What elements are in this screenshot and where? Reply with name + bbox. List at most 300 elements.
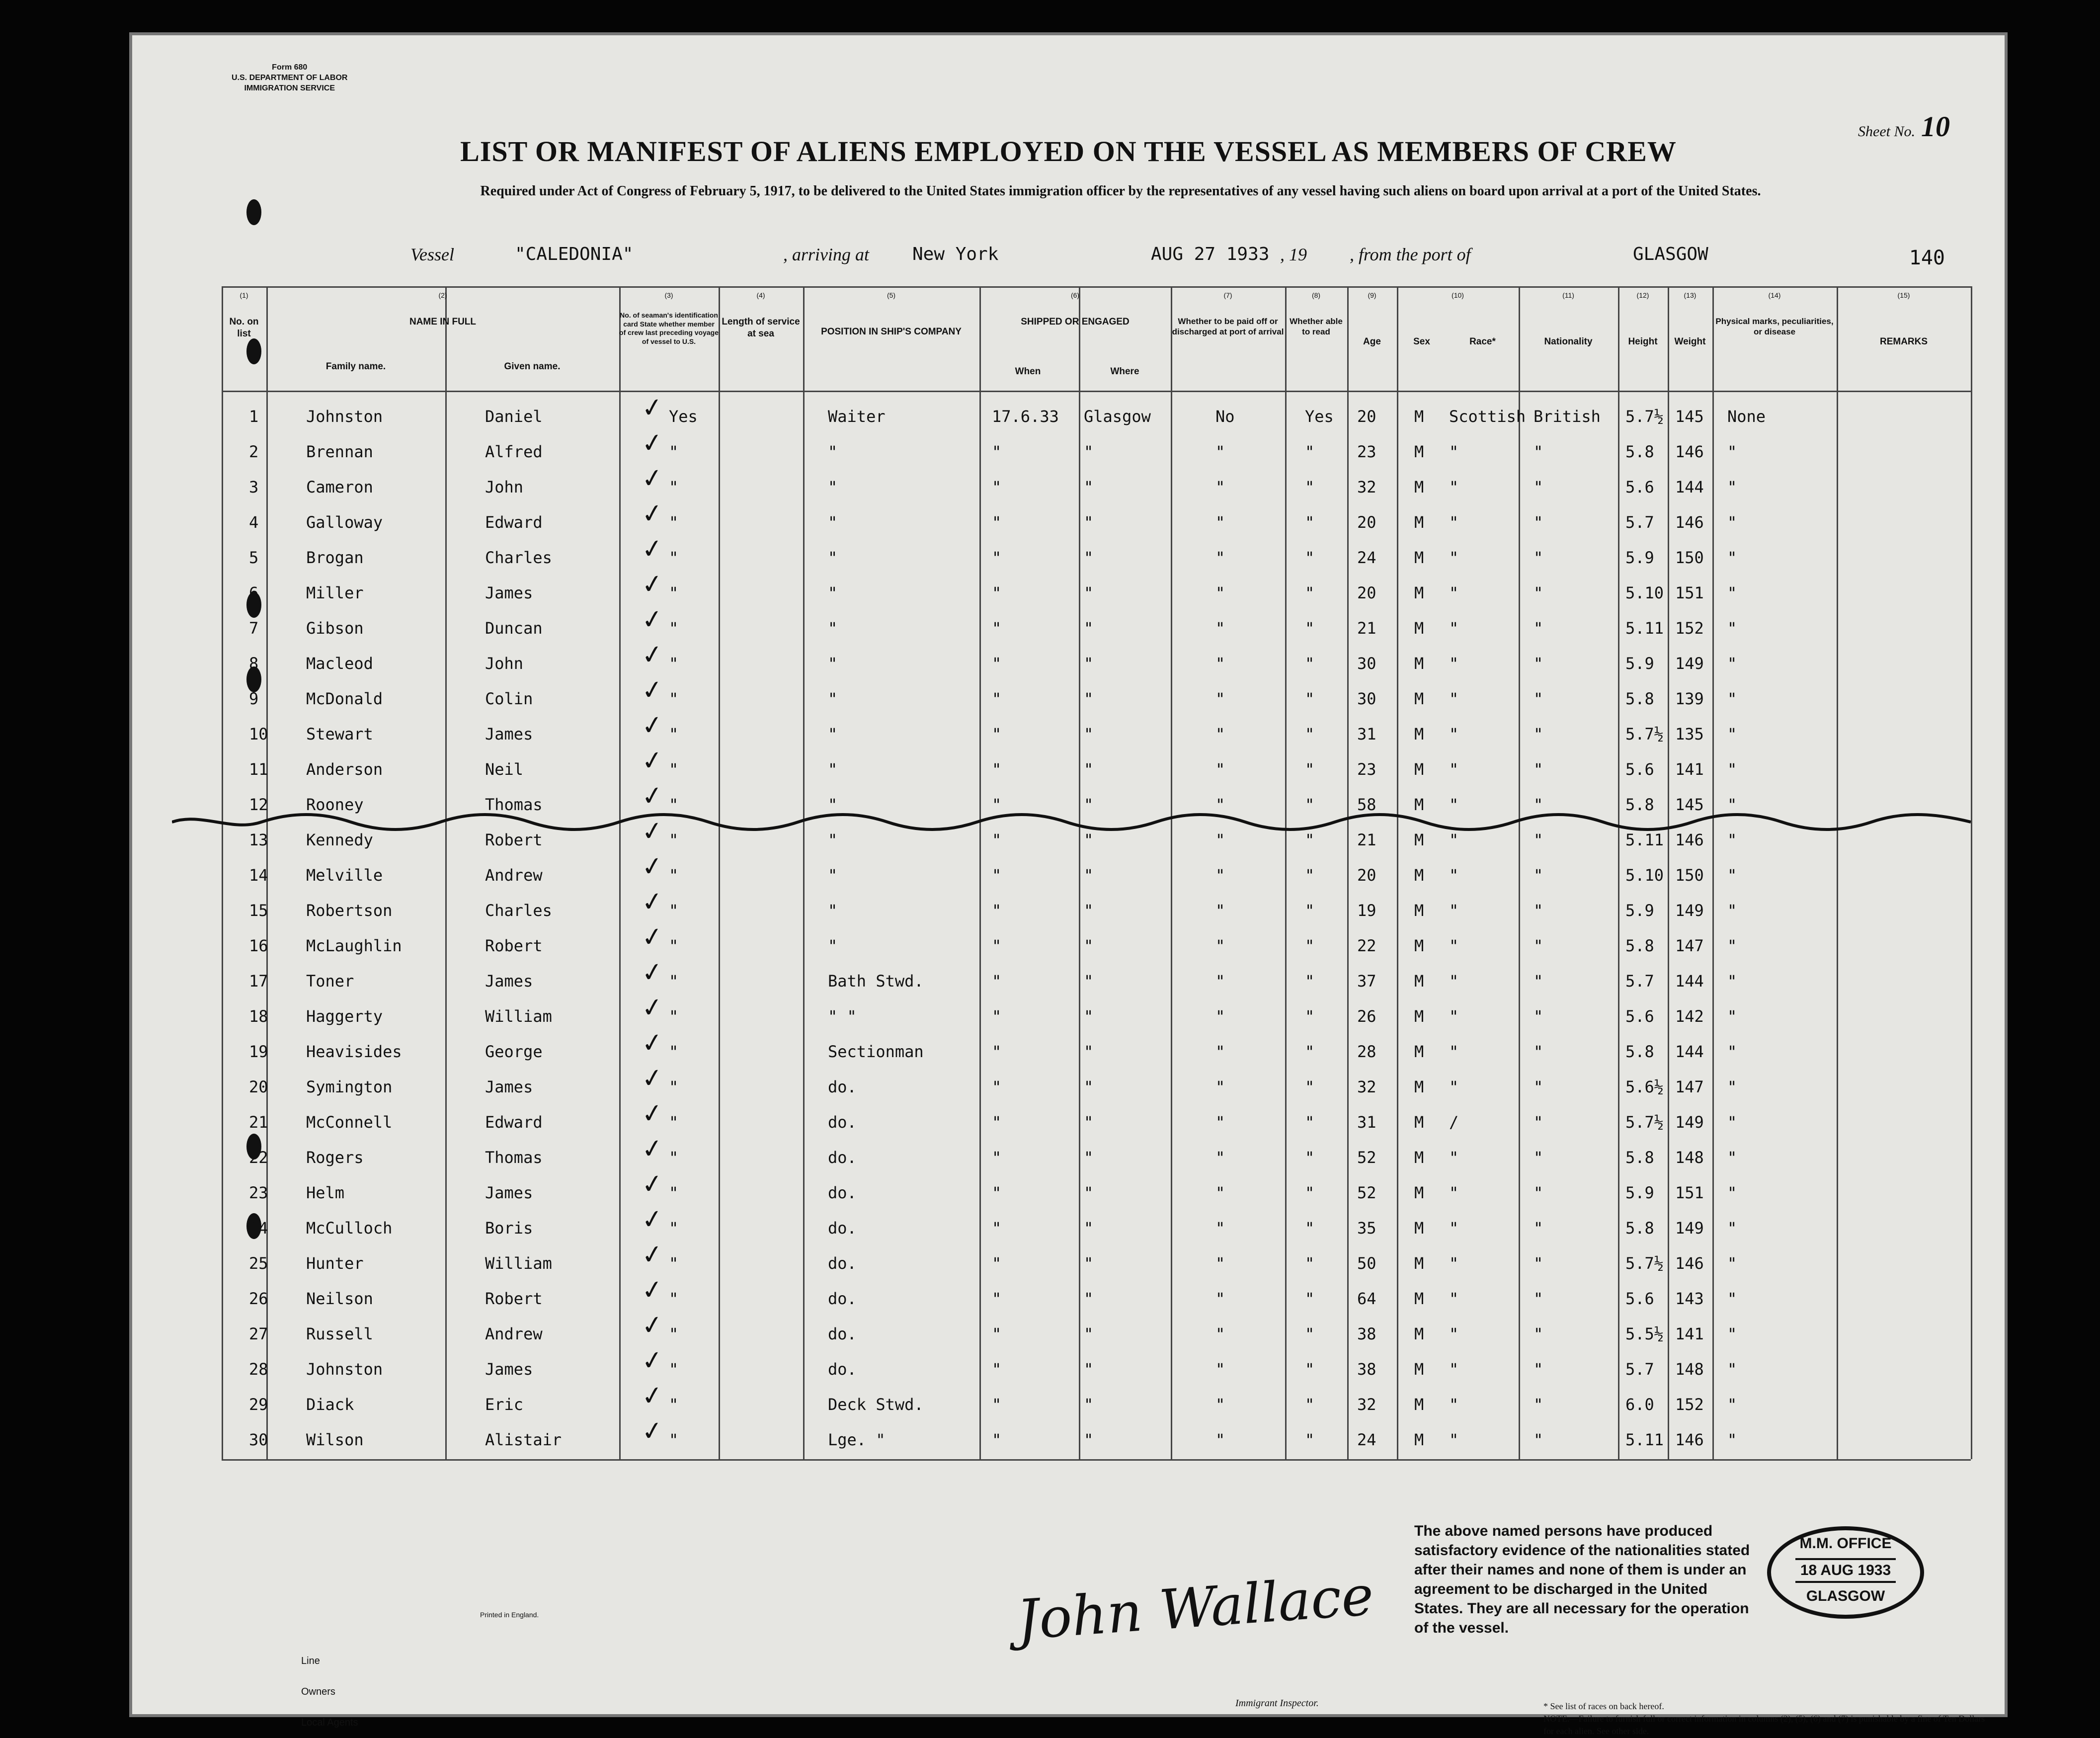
row-number: 16 bbox=[249, 936, 268, 955]
family-name: Heavisides bbox=[306, 1042, 402, 1061]
from-label: , from the port of bbox=[1350, 245, 1471, 264]
paid-off: " bbox=[1215, 513, 1225, 532]
family-name: Robertson bbox=[306, 901, 393, 920]
checkmark-icon: ✓ bbox=[640, 1344, 665, 1377]
race: " bbox=[1449, 1360, 1459, 1379]
shipped-where: " bbox=[1084, 1254, 1094, 1273]
weight: 149 bbox=[1675, 654, 1704, 673]
id-card: " bbox=[669, 1113, 679, 1132]
age: 28 bbox=[1357, 1042, 1376, 1061]
shipped-when: 17.6.33 bbox=[992, 407, 1059, 426]
shipped-where: " bbox=[1084, 442, 1094, 461]
nationality: " bbox=[1534, 1042, 1543, 1061]
sex: M bbox=[1414, 442, 1424, 461]
position: " bbox=[828, 795, 838, 814]
table-row bbox=[222, 462, 1971, 506]
shipped-where: " bbox=[1084, 548, 1094, 567]
height: 5.6½ bbox=[1625, 1077, 1664, 1096]
nationality: British bbox=[1534, 407, 1601, 426]
paid-off: " bbox=[1215, 1148, 1225, 1167]
position: do. bbox=[828, 1219, 857, 1238]
shipped-when: " bbox=[992, 1360, 1002, 1379]
family-name: Diack bbox=[306, 1395, 354, 1414]
race: " bbox=[1449, 1219, 1459, 1238]
height: 5.7½ bbox=[1625, 725, 1664, 744]
sex: M bbox=[1414, 1289, 1424, 1308]
race: " bbox=[1449, 442, 1459, 461]
height: 5.10 bbox=[1625, 583, 1664, 602]
row-number: 14 bbox=[249, 866, 268, 885]
checkmark-icon: ✓ bbox=[640, 815, 665, 848]
sex: M bbox=[1414, 1042, 1424, 1061]
able-to-read: " bbox=[1305, 689, 1315, 708]
sex: M bbox=[1414, 936, 1424, 955]
nationality: " bbox=[1534, 1430, 1543, 1449]
header-race: Race* bbox=[1469, 336, 1496, 347]
id-card: " bbox=[669, 866, 679, 885]
checkmark-icon: ✓ bbox=[640, 1097, 665, 1130]
table-row bbox=[222, 886, 1971, 929]
weight: 151 bbox=[1675, 583, 1704, 602]
checkmark-icon: ✓ bbox=[640, 603, 665, 636]
footnotes bbox=[1543, 1700, 1991, 1738]
header-read: Whether able to read bbox=[1290, 317, 1343, 337]
position: do. bbox=[828, 1148, 857, 1167]
stamp-office: M.M. OFFICE bbox=[1799, 1535, 1892, 1552]
id-card: " bbox=[669, 583, 679, 602]
col-number-11: (11) bbox=[1562, 291, 1574, 299]
shipped-where: " bbox=[1084, 1360, 1094, 1379]
able-to-read: " bbox=[1305, 478, 1315, 497]
checkmark-icon: ✓ bbox=[640, 1380, 665, 1412]
given-name: George bbox=[485, 1042, 543, 1061]
paid-off: No bbox=[1215, 407, 1235, 426]
nationality: " bbox=[1534, 1324, 1543, 1343]
shipped-when: " bbox=[992, 795, 1002, 814]
position: " bbox=[828, 689, 838, 708]
able-to-read: " bbox=[1305, 1113, 1315, 1132]
age: 19 bbox=[1357, 901, 1376, 920]
weight: 145 bbox=[1675, 795, 1704, 814]
checkmark-icon: ✓ bbox=[640, 568, 665, 601]
position: " bbox=[828, 513, 838, 532]
paid-off: " bbox=[1215, 936, 1225, 955]
row-number: 26 bbox=[249, 1289, 268, 1308]
family-name: Rooney bbox=[306, 795, 364, 814]
sex: M bbox=[1414, 795, 1424, 814]
sex: M bbox=[1414, 1148, 1424, 1167]
physical-marks: " bbox=[1727, 830, 1737, 849]
position: do. bbox=[828, 1077, 857, 1096]
stamp-city: GLASGOW bbox=[1806, 1588, 1885, 1604]
line-label: Line bbox=[301, 1655, 320, 1666]
physical-marks: None bbox=[1727, 407, 1766, 426]
shipped-where: " bbox=[1084, 1077, 1094, 1096]
office-stamp bbox=[1767, 1526, 1924, 1619]
family-name: Johnston bbox=[306, 1360, 383, 1379]
id-card: " bbox=[669, 901, 679, 920]
checkmark-icon: ✓ bbox=[640, 992, 665, 1024]
inspector-signature: John Wallace bbox=[1015, 1564, 1376, 1652]
row-number: 22 bbox=[249, 1148, 268, 1167]
table-row bbox=[222, 921, 1971, 965]
weight: 150 bbox=[1675, 866, 1704, 885]
weight: 147 bbox=[1675, 1077, 1704, 1096]
able-to-read: " bbox=[1305, 725, 1315, 744]
id-card: " bbox=[669, 830, 679, 849]
id-card: " bbox=[669, 725, 679, 744]
checkmark-icon: ✓ bbox=[640, 921, 665, 954]
weight: 147 bbox=[1675, 936, 1704, 955]
able-to-read: " bbox=[1305, 1254, 1315, 1273]
shipped-when: " bbox=[992, 442, 1002, 461]
table-row bbox=[222, 1203, 1971, 1247]
family-name: Russell bbox=[306, 1324, 373, 1343]
given-name: Edward bbox=[485, 513, 543, 532]
age: 50 bbox=[1357, 1254, 1376, 1273]
able-to-read: " bbox=[1305, 1077, 1315, 1096]
header-length: Length of service at sea bbox=[722, 317, 800, 339]
given-name: John bbox=[485, 654, 524, 673]
physical-marks: " bbox=[1727, 1148, 1737, 1167]
voyage-line bbox=[132, 244, 2005, 279]
col-number-14: (14) bbox=[1768, 291, 1781, 299]
checkmark-icon: ✓ bbox=[640, 674, 665, 707]
given-name: Charles bbox=[485, 548, 552, 567]
table-row bbox=[222, 745, 1971, 788]
height: 5.8 bbox=[1625, 442, 1654, 461]
height: 5.9 bbox=[1625, 548, 1654, 567]
nationality-statement: The above named persons have produced satisfactory evidence of the nationalities stated after their names and none of them is under an agreement to be discharged in the United States. They are all necessary for the operation of the vessel. bbox=[1414, 1523, 1750, 1636]
age: 32 bbox=[1357, 1077, 1376, 1096]
race-note: * See list of races on back hereof. bbox=[1543, 1701, 1664, 1711]
weight: 151 bbox=[1675, 1183, 1704, 1202]
weight: 146 bbox=[1675, 830, 1704, 849]
row-number: 21 bbox=[249, 1113, 268, 1132]
sex: M bbox=[1414, 1324, 1424, 1343]
able-to-read: " bbox=[1305, 583, 1315, 602]
position: " bbox=[828, 548, 838, 567]
checkmark-icon: ✓ bbox=[640, 1309, 665, 1342]
row-number: 9 bbox=[249, 689, 259, 708]
able-to-read: " bbox=[1305, 1430, 1315, 1449]
given-name: Thomas bbox=[485, 1148, 543, 1167]
age: 22 bbox=[1357, 936, 1376, 955]
col-number-2: (2) bbox=[438, 291, 447, 299]
family-name: Helm bbox=[306, 1183, 345, 1202]
checkmark-icon: ✓ bbox=[640, 1203, 665, 1236]
shipped-when: " bbox=[992, 654, 1002, 673]
position: " bbox=[828, 619, 838, 638]
arrival-port: New York bbox=[912, 244, 999, 264]
given-name: Colin bbox=[485, 689, 533, 708]
able-to-read: " bbox=[1305, 619, 1315, 638]
family-name: Johnston bbox=[306, 407, 383, 426]
row-number: 12 bbox=[249, 795, 268, 814]
given-name: James bbox=[485, 972, 533, 991]
able-to-read: " bbox=[1305, 1148, 1315, 1167]
nationality: " bbox=[1534, 1360, 1543, 1379]
physical-marks: " bbox=[1727, 936, 1737, 955]
paid-off: " bbox=[1215, 1113, 1225, 1132]
nationality: " bbox=[1534, 1007, 1543, 1026]
header-where: Where bbox=[1110, 366, 1139, 377]
paid-off: " bbox=[1215, 901, 1225, 920]
age: 35 bbox=[1357, 1219, 1376, 1238]
given-name: Robert bbox=[485, 936, 543, 955]
physical-marks: " bbox=[1727, 654, 1737, 673]
family-name: Miller bbox=[306, 583, 364, 602]
age: 38 bbox=[1357, 1324, 1376, 1343]
height: 5.8 bbox=[1625, 1148, 1654, 1167]
sex: M bbox=[1414, 513, 1424, 532]
height: 5.10 bbox=[1625, 866, 1664, 885]
header-id-card: No. of seaman's identification card State whether member of crew last preceding voyage of vessel to U.S. bbox=[619, 311, 719, 345]
row-number: 6 bbox=[249, 583, 259, 602]
sex: M bbox=[1414, 619, 1424, 638]
paid-off: " bbox=[1215, 830, 1225, 849]
family-name: Kennedy bbox=[306, 830, 373, 849]
col-number-10: (10) bbox=[1452, 291, 1464, 299]
paid-off: " bbox=[1215, 725, 1225, 744]
vessel-label: Vessel bbox=[410, 245, 454, 264]
age: 21 bbox=[1357, 619, 1376, 638]
sex: M bbox=[1414, 478, 1424, 497]
shipped-when: " bbox=[992, 689, 1002, 708]
position: do. bbox=[828, 1183, 857, 1202]
shipped-where: " bbox=[1084, 689, 1094, 708]
physical-marks: " bbox=[1727, 1077, 1737, 1096]
nationality: " bbox=[1534, 1289, 1543, 1308]
weight: 146 bbox=[1675, 1430, 1704, 1449]
race: " bbox=[1449, 1254, 1459, 1273]
shipped-where: " bbox=[1084, 795, 1094, 814]
id-card: " bbox=[669, 1324, 679, 1343]
race: " bbox=[1449, 1289, 1459, 1308]
race: " bbox=[1449, 1042, 1459, 1061]
row-number: 2 bbox=[249, 442, 259, 461]
paid-off: " bbox=[1215, 1324, 1225, 1343]
checkmark-icon: ✓ bbox=[640, 1415, 665, 1448]
weight: 141 bbox=[1675, 1324, 1704, 1343]
agents-label: Local Agents bbox=[301, 1717, 358, 1728]
family-name: McCulloch bbox=[306, 1219, 393, 1238]
position: do. bbox=[828, 1360, 857, 1379]
able-to-read: " bbox=[1305, 1183, 1315, 1202]
sex: M bbox=[1414, 1113, 1424, 1132]
shipped-where: " bbox=[1084, 1148, 1094, 1167]
shipped-where: " bbox=[1084, 1007, 1094, 1026]
nationality: " bbox=[1534, 442, 1543, 461]
row-number: 23 bbox=[249, 1183, 268, 1202]
shipped-where: " bbox=[1084, 1113, 1094, 1132]
age: 52 bbox=[1357, 1183, 1376, 1202]
sex: M bbox=[1414, 1219, 1424, 1238]
weight: 142 bbox=[1675, 1007, 1704, 1026]
race: " bbox=[1449, 513, 1459, 532]
checkmark-icon: ✓ bbox=[640, 1239, 665, 1271]
family-name: Cameron bbox=[306, 478, 373, 497]
checkmark-icon: ✓ bbox=[640, 886, 665, 918]
shipped-when: " bbox=[992, 866, 1002, 885]
paid-off: " bbox=[1215, 583, 1225, 602]
table-row bbox=[222, 568, 1971, 612]
id-card: " bbox=[669, 1289, 679, 1308]
race: " bbox=[1449, 1430, 1459, 1449]
row-number: 29 bbox=[249, 1395, 268, 1414]
checkmark-icon: ✓ bbox=[640, 1062, 665, 1095]
position: " bbox=[828, 654, 838, 673]
age: 30 bbox=[1357, 689, 1376, 708]
height: 5.8 bbox=[1625, 795, 1654, 814]
col-number-4: (4) bbox=[756, 291, 765, 299]
department: U.S. DEPARTMENT OF LABOR bbox=[232, 73, 348, 82]
height: 5.7½ bbox=[1625, 1254, 1664, 1273]
weight: 144 bbox=[1675, 972, 1704, 991]
physical-marks: " bbox=[1727, 1254, 1737, 1273]
header-family: Family name. bbox=[325, 361, 386, 372]
paid-off: " bbox=[1215, 866, 1225, 885]
table-row bbox=[222, 1344, 1971, 1388]
race: " bbox=[1449, 1077, 1459, 1096]
checkmark-icon: ✓ bbox=[640, 639, 665, 671]
table-row bbox=[222, 1168, 1971, 1212]
id-card: " bbox=[669, 548, 679, 567]
sex: M bbox=[1414, 407, 1424, 426]
shipped-where: " bbox=[1084, 1430, 1094, 1449]
age: 32 bbox=[1357, 478, 1376, 497]
age: 20 bbox=[1357, 513, 1376, 532]
able-to-read: " bbox=[1305, 1289, 1315, 1308]
shipped-when: " bbox=[992, 1113, 1002, 1132]
nationality: " bbox=[1534, 972, 1543, 991]
service: IMMIGRATION SERVICE bbox=[244, 83, 335, 92]
given-name: Thomas bbox=[485, 795, 543, 814]
race: " bbox=[1449, 936, 1459, 955]
id-card: " bbox=[669, 795, 679, 814]
checkmark-icon: ✓ bbox=[640, 850, 665, 883]
paid-off: " bbox=[1215, 1430, 1225, 1449]
age: 20 bbox=[1357, 866, 1376, 885]
col-number-13: (13) bbox=[1684, 291, 1696, 299]
nationality: " bbox=[1534, 795, 1543, 814]
table-row bbox=[222, 674, 1971, 718]
nationality: " bbox=[1534, 478, 1543, 497]
paid-off: " bbox=[1215, 1042, 1225, 1061]
able-to-read: " bbox=[1305, 795, 1315, 814]
table-row bbox=[222, 1309, 1971, 1353]
row-number: 24 bbox=[249, 1219, 268, 1238]
header-when: When bbox=[1015, 366, 1041, 377]
paid-off: " bbox=[1215, 1077, 1225, 1096]
position: do. bbox=[828, 1254, 857, 1273]
row-number: 27 bbox=[249, 1324, 268, 1343]
shipped-when: " bbox=[992, 1077, 1002, 1096]
checkmark-icon: ✓ bbox=[640, 1133, 665, 1165]
family-name: Haggerty bbox=[306, 1007, 383, 1026]
family-name: Stewart bbox=[306, 725, 373, 744]
physical-marks: " bbox=[1727, 1430, 1737, 1449]
given-name: Duncan bbox=[485, 619, 543, 638]
row-number: 10 bbox=[249, 725, 268, 744]
stamp-date: 18 AUG 1933 bbox=[1795, 1558, 1896, 1583]
row-number: 4 bbox=[249, 513, 259, 532]
family-name: Symington bbox=[306, 1077, 393, 1096]
nationality: " bbox=[1534, 654, 1543, 673]
height: 5.5½ bbox=[1625, 1324, 1664, 1343]
checkmark-icon: ✓ bbox=[640, 1274, 665, 1307]
table-row bbox=[222, 1415, 1971, 1459]
checkmark-icon: ✓ bbox=[640, 1027, 665, 1060]
id-card: " bbox=[669, 1219, 679, 1238]
id-card: " bbox=[669, 1077, 679, 1096]
position: Sectionman bbox=[828, 1042, 924, 1061]
physical-marks: " bbox=[1727, 1183, 1737, 1202]
shipped-where: " bbox=[1084, 972, 1094, 991]
sex: M bbox=[1414, 654, 1424, 673]
id-card: Yes bbox=[669, 407, 698, 426]
physical-marks: " bbox=[1727, 901, 1737, 920]
nationality: " bbox=[1534, 1148, 1543, 1167]
position: " " bbox=[828, 1007, 857, 1026]
row-number: 3 bbox=[249, 478, 259, 497]
checkmark-icon: ✓ bbox=[640, 392, 665, 424]
given-name: Daniel bbox=[485, 407, 543, 426]
table-row bbox=[222, 392, 1971, 435]
family-name: Wilson bbox=[306, 1430, 364, 1449]
paid-off: " bbox=[1215, 795, 1225, 814]
shipped-where: " bbox=[1084, 654, 1094, 673]
shipped-when: " bbox=[992, 583, 1002, 602]
family-name: Gibson bbox=[306, 619, 364, 638]
row-number: 8 bbox=[249, 654, 259, 673]
id-card: " bbox=[669, 1148, 679, 1167]
physical-marks: " bbox=[1727, 689, 1737, 708]
race: Scottish bbox=[1449, 407, 1526, 426]
able-to-read: " bbox=[1305, 830, 1315, 849]
id-card: " bbox=[669, 1360, 679, 1379]
paid-off: " bbox=[1215, 619, 1225, 638]
table-row bbox=[222, 497, 1971, 541]
shipped-when: " bbox=[992, 972, 1002, 991]
shipped-where: " bbox=[1084, 901, 1094, 920]
shipped-where: " bbox=[1084, 936, 1094, 955]
physical-marks: " bbox=[1727, 548, 1737, 567]
race: " bbox=[1449, 548, 1459, 567]
paid-off: " bbox=[1215, 1183, 1225, 1202]
able-to-read: " bbox=[1305, 1007, 1315, 1026]
physical-marks: " bbox=[1727, 478, 1737, 497]
id-card: " bbox=[669, 1430, 679, 1449]
physical-marks: " bbox=[1727, 1113, 1737, 1132]
physical-marks: " bbox=[1727, 1219, 1737, 1238]
sex: M bbox=[1414, 1395, 1424, 1414]
shipped-when: " bbox=[992, 936, 1002, 955]
race: " bbox=[1449, 1324, 1459, 1343]
col-number-1: (1) bbox=[240, 291, 248, 299]
height: 5.7 bbox=[1625, 1360, 1654, 1379]
header-name: NAME IN FULL bbox=[409, 317, 477, 327]
nationality: " bbox=[1534, 936, 1543, 955]
position: " bbox=[828, 583, 838, 602]
race: " bbox=[1449, 689, 1459, 708]
position: do. bbox=[828, 1289, 857, 1308]
col-number-6: (6) bbox=[1070, 291, 1080, 299]
physical-marks: " bbox=[1727, 513, 1737, 532]
race: " bbox=[1449, 725, 1459, 744]
position: " bbox=[828, 760, 838, 779]
race: " bbox=[1449, 866, 1459, 885]
